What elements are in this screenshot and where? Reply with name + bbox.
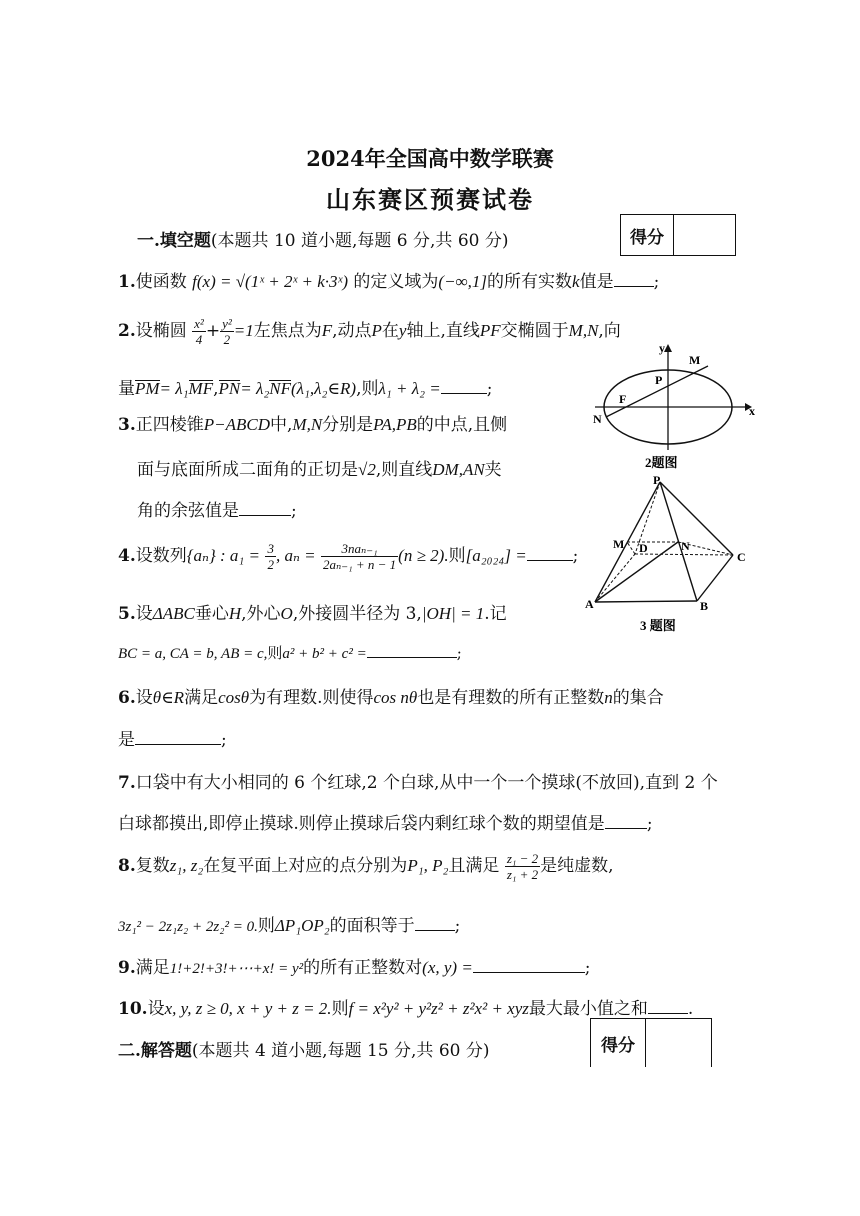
section1-score-box (620, 214, 736, 256)
fig2-label-M: M (689, 353, 701, 367)
question-7-line2 (118, 809, 653, 834)
q4-condition: (n ≥ 2). (398, 546, 449, 565)
q5-text: ,外接圆半径为 3, (292, 604, 422, 624)
q6-answer-blank[interactable] (135, 730, 221, 745)
q3-text: 分别是 (322, 415, 374, 435)
q8-points: P₁, P₂ (407, 856, 449, 875)
q2-vector-MF: MF (188, 379, 214, 398)
q2-text: 设椭圆 (135, 321, 187, 341)
q5-OH: |OH| = 1 (421, 604, 485, 623)
q10-text: 则 (331, 999, 349, 1019)
question-8-line2 (118, 911, 460, 936)
fig3-label-A: A (585, 597, 594, 611)
question-5 (118, 599, 507, 624)
exam-title: 2024年全国高中数学联赛 (306, 146, 554, 171)
q6-text: 的集合 (612, 688, 664, 708)
q7-number: 7. (118, 773, 136, 793)
q1-answer-blank[interactable] (614, 272, 654, 287)
section2-score-label: 得分 (591, 1019, 646, 1067)
q3-MN: M,N (292, 415, 323, 434)
q2-text: ,向 (598, 321, 621, 341)
q8-text: 且满足 (448, 856, 500, 876)
q2-eq1: = λ₁ (159, 379, 189, 398)
q3-root2: √2 (358, 460, 376, 479)
fig3-segment-DM (627, 542, 635, 554)
q4-frac-a1-num: 3 (267, 541, 274, 556)
fig2-label-P: P (655, 373, 663, 387)
q9-equation: 1!+2!+3!+⋯+x! = y² (169, 961, 304, 977)
q6-text: 满足 (184, 688, 219, 708)
q10-text: 最大最小值之和 (528, 999, 648, 1019)
question-3-line2 (137, 455, 502, 480)
fig3-edge-BC (697, 555, 733, 601)
section1-label: 一.填空题 (137, 231, 211, 251)
q8-z: z₁, z₂ (169, 856, 204, 875)
q1-number: 1. (118, 272, 136, 292)
q2-MN: M,N (568, 321, 599, 340)
q5-text: 设 (135, 604, 153, 624)
q2-number: 2. (118, 321, 136, 341)
q3-text: 夹 (484, 460, 502, 480)
question-10 (118, 994, 693, 1019)
q5-answer-blank[interactable] (367, 643, 457, 658)
q4-answer-blank[interactable] (527, 546, 573, 561)
q9-end: ; (584, 958, 591, 978)
q2-frac-x-den: 4 (195, 332, 203, 347)
question-6 (118, 683, 664, 708)
q8-frac-num: z₁ − 2 (506, 851, 539, 866)
q6-number: 6. (118, 688, 136, 708)
q5-H: H (228, 604, 242, 623)
section1-score-value[interactable] (674, 215, 735, 255)
q4-frac-a1-den: 2 (267, 557, 274, 572)
q10-answer-blank[interactable] (648, 999, 688, 1014)
q4-an: , aₙ = (275, 546, 316, 565)
q7-answer-blank[interactable] (605, 814, 647, 829)
q2-sum: λ₁ + λ₂ = (378, 379, 441, 398)
q9-number: 9. (118, 958, 136, 978)
q6-text: 也是有理数的所有正整数 (417, 688, 605, 708)
figure-2-ellipse (585, 340, 755, 475)
q1-text: 值是 (579, 272, 614, 292)
q2-frac-y (220, 316, 234, 347)
question-2-line2 (118, 374, 492, 399)
q3-text: 的中点,且侧 (416, 415, 508, 435)
q7-end: ; (646, 814, 653, 834)
q4-floor: [a₂₀₂₄] = (465, 546, 527, 565)
fig3-label-B: B (700, 599, 709, 613)
q8-text: 则 (257, 916, 275, 936)
q4-text: 则 (448, 546, 466, 566)
q5-number: 5. (118, 604, 136, 624)
section1-desc: (本题共 10 道小题,每题 6 分,共 60 分) (210, 231, 509, 251)
fig3-edge-DC (635, 554, 733, 555)
q5-end: ; (456, 644, 462, 662)
q2-text: 轴上,直线 (406, 321, 480, 341)
q5-text: 则 (267, 644, 283, 662)
q2-frac-x (192, 316, 206, 347)
q4-frac-a1 (265, 541, 276, 572)
fig2-label-N: N (593, 412, 602, 426)
fig3-label-C: C (737, 550, 746, 564)
q2-eq2: = λ₂ (240, 379, 270, 398)
fig3-label-D: D (639, 541, 648, 555)
q3-DMAN: DM,AN (432, 460, 485, 479)
q4-text: 设数列 (135, 546, 187, 566)
q2-comma: , (213, 379, 219, 399)
q9-pair: (x, y) = (422, 958, 473, 977)
q8-triangle: ΔP₁OP₂ (274, 916, 330, 935)
q3-text: 正四棱锥 (135, 415, 204, 435)
question-9 (118, 953, 591, 978)
fig3-label-P: P (653, 473, 661, 487)
q2-vector-NF: NF (269, 379, 291, 398)
question-7 (118, 768, 718, 793)
q3-number: 3. (118, 415, 136, 435)
fig2-label-y: y (659, 341, 665, 355)
q1-text: 使函数 (135, 272, 187, 292)
q1-domain: (−∞,1] (438, 272, 488, 291)
q10-text: 设 (147, 999, 165, 1019)
fig3-caption: 3 题图 (640, 618, 676, 633)
q8-frac (505, 851, 540, 882)
q2-vector-PM: PM (135, 379, 160, 398)
fig2-y-arrow-icon (664, 344, 672, 352)
q5-text: ,外心 (241, 604, 281, 624)
q2-text: ,则 (356, 379, 379, 399)
q2-P: P (371, 321, 382, 340)
q2-answer-blank[interactable] (441, 379, 487, 394)
fig3-edge-AB (595, 601, 697, 602)
figure-3-pyramid (585, 472, 760, 637)
q6-n: n (604, 688, 613, 707)
q10-function: f = x²y² + y²z² + z²x² + xyz (348, 999, 529, 1018)
q9-answer-blank[interactable] (473, 958, 585, 973)
question-5-line2 (118, 642, 462, 663)
q8-equation: 3z₁² − 2z₁z₂ + 2z₂² = 0. (118, 919, 258, 935)
q2-frac-x-num: x² (194, 316, 204, 331)
q6-text: 设 (135, 688, 153, 708)
q8-end: ; (454, 916, 461, 936)
fig2-caption: 2题图 (645, 455, 678, 470)
q2-text: 量 (118, 379, 135, 399)
section2-desc: (本题共 4 道小题,每题 15 分,共 60 分) (191, 1041, 490, 1061)
q8-frac-den: z₁ + 2 (506, 867, 539, 882)
q8-text: 复数 (135, 856, 170, 876)
q6-text: 为有理数.则使得 (249, 688, 374, 708)
q2-PF: PF (479, 321, 501, 340)
question-4 (118, 541, 578, 572)
q3-text: 面与底面所成二面角的正切是 (137, 460, 358, 480)
q4-frac-an-num: 3naₙ₋₁ (321, 541, 398, 557)
q2-text: 交椭圆于 (500, 321, 569, 341)
q5-text: .记 (484, 604, 507, 624)
q9-text: 满足 (135, 958, 170, 978)
q1-text: 的所有实数 (487, 272, 573, 292)
q7-text: 口袋中有大小相同的 6 个红球,2 个白球,从中一个一个摸球(不放回),直到 2 个 (135, 773, 718, 793)
section2-label: 二.解答题 (118, 1041, 192, 1061)
q5-triangle: ΔABC (152, 604, 195, 623)
q6-cosn: cos nθ (373, 688, 418, 707)
q4-end: ; (572, 546, 579, 566)
question-1 (118, 267, 659, 292)
q10-end: . (687, 999, 694, 1019)
q2-condition: (λ₁,λ₂∈R) (290, 379, 357, 398)
q1-k: k (572, 272, 580, 291)
fig3-label-N: N (681, 539, 690, 553)
q2-eq: =1 (233, 321, 254, 340)
q8-text: 在复平面上对应的点分别为 (203, 856, 408, 876)
q10-number: 10. (118, 999, 148, 1019)
q6-cos: cosθ (218, 688, 250, 707)
q2-y: y (398, 321, 407, 340)
q3-end: ; (291, 501, 297, 521)
question-6-line2 (118, 725, 227, 750)
section2-score-value[interactable] (646, 1019, 711, 1067)
q2-text: 在 (381, 321, 399, 341)
question-3 (118, 410, 507, 435)
q2-F: F (321, 321, 333, 340)
section2-heading (118, 1036, 490, 1061)
q3-pyramid: P−ABCD (203, 415, 270, 434)
q5-text: 垂心 (194, 604, 229, 624)
q2-frac-y-num: y² (222, 316, 232, 331)
q2-text: ,动点 (332, 321, 372, 341)
question-3-line3 (137, 496, 297, 521)
q3-PAPB: PA,PB (373, 415, 417, 434)
q6-text: 是 (118, 730, 135, 750)
q6-theta: θ∈R (152, 688, 185, 707)
q7-text: 白球都摸出,即停止摸球.则停止摸球后袋内剩红球个数的期望值是 (118, 814, 605, 834)
q8-text: 的面积等于 (329, 916, 415, 936)
fig2-label-F: F (619, 392, 627, 406)
fig3-label-M: M (613, 537, 625, 551)
q9-text: 的所有正整数对 (303, 958, 423, 978)
q1-text: 的定义域为 (353, 272, 439, 292)
q3-text: 角的余弦值是 (137, 501, 239, 521)
q10-condition: x, y, z ≥ 0, x + y + z = 2. (164, 999, 332, 1018)
q2-text: 左焦点为 (253, 321, 322, 341)
q8-number: 8. (118, 856, 136, 876)
q2-vector-PN: PN (218, 379, 241, 398)
q4-sequence: {aₙ} : a₁ = (186, 546, 261, 565)
q3-answer-blank[interactable] (239, 501, 291, 516)
fig2-label-x: x (749, 404, 755, 418)
q4-frac-an-den: 2aₙ₋₁ + n − 1 (322, 557, 397, 572)
section1-score-label: 得分 (621, 215, 674, 255)
q2-plus: + (205, 321, 221, 341)
q8-text: 是纯虚数, (540, 856, 614, 876)
q1-end: ; (653, 272, 660, 292)
q1-function: f(x) = √(1ˣ + 2ˣ + k·3ˣ) (192, 272, 349, 291)
q5-sides: BC = a, CA = b, AB = c, (118, 646, 268, 662)
question-8 (118, 851, 614, 882)
q2-frac-y-den: 2 (223, 332, 231, 347)
q4-frac-an (321, 541, 398, 572)
q5-expr: a² + b² + c² = (282, 646, 367, 662)
q2-end: ; (486, 379, 493, 399)
q8-answer-blank[interactable] (415, 916, 455, 931)
q3-text: ,则直线 (375, 460, 433, 480)
exam-subtitle: 山东赛区预赛试卷 (326, 185, 534, 214)
question-2 (118, 316, 621, 347)
section1-heading (137, 226, 509, 251)
section2-score-box (590, 1018, 712, 1067)
q3-text: 中, (270, 415, 293, 435)
q6-end: ; (221, 730, 227, 750)
q5-O: O (280, 604, 293, 623)
q4-number: 4. (118, 546, 136, 566)
